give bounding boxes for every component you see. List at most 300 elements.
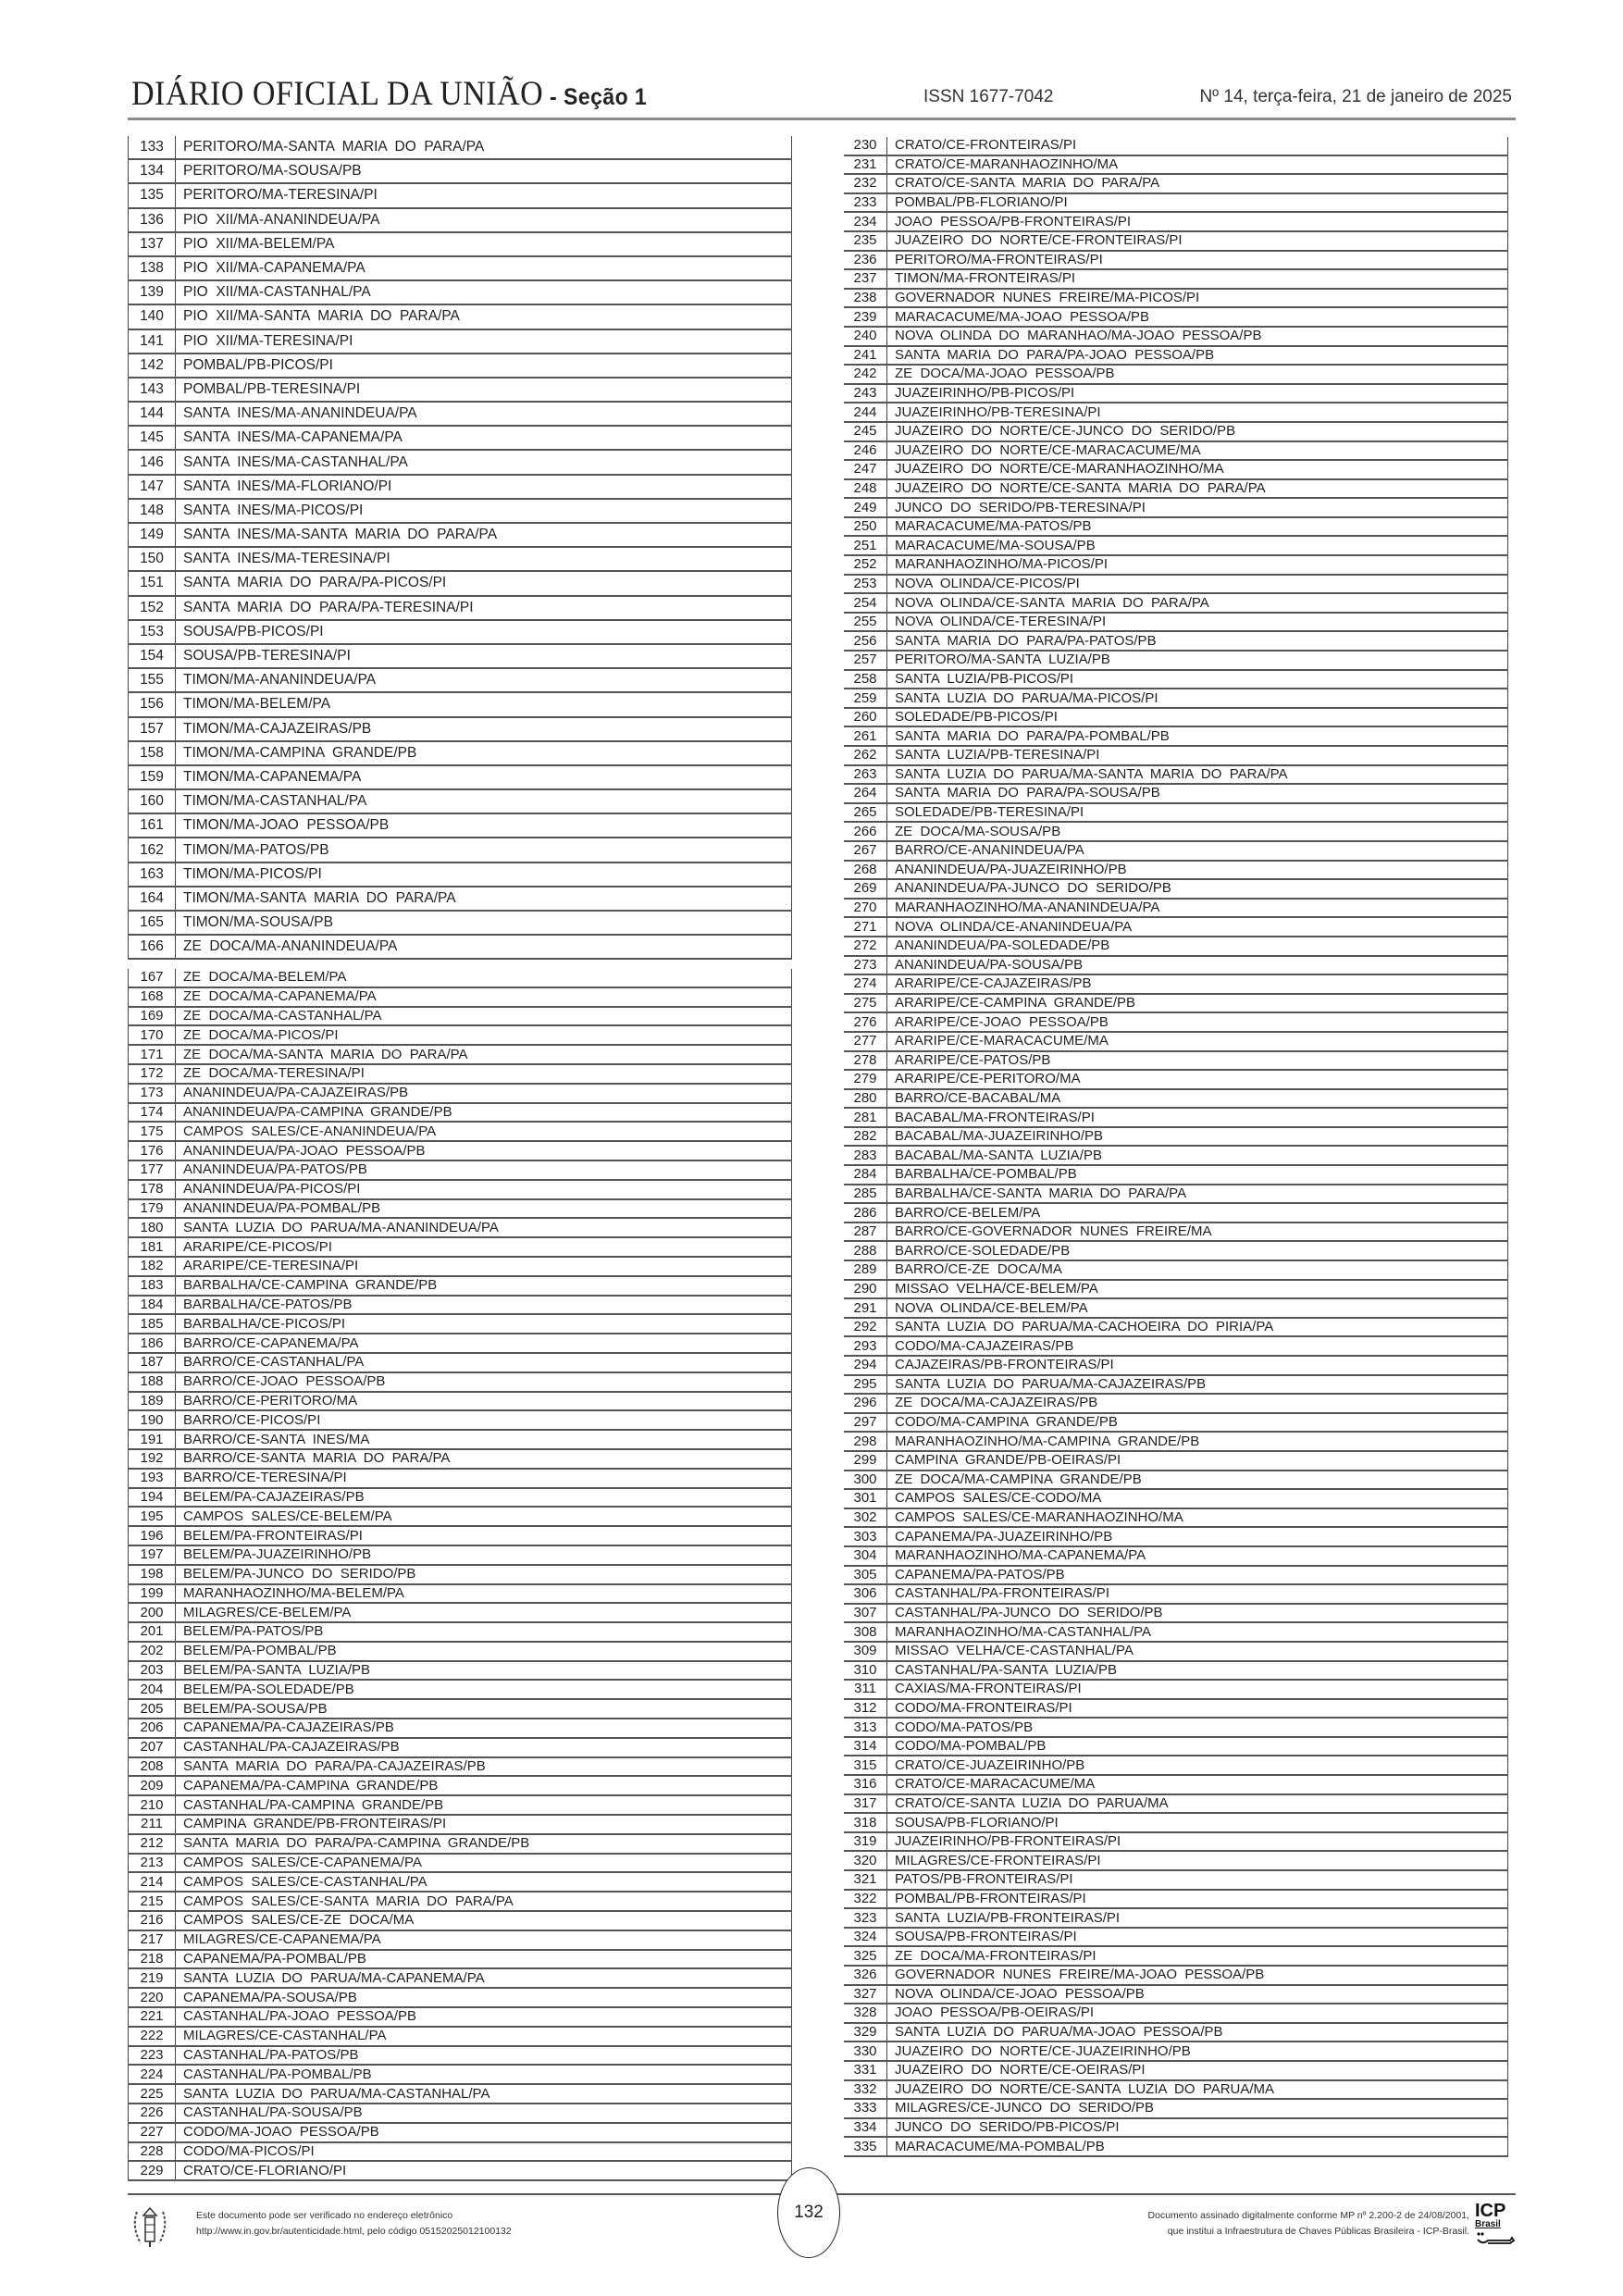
table-row (844, 1127, 1508, 1147)
table-row (129, 987, 792, 1007)
row-number: 145 (129, 426, 176, 450)
table-row (844, 231, 1508, 251)
row-number: 283 (844, 1146, 887, 1165)
table-row (129, 2065, 792, 2084)
table-row (844, 403, 1508, 422)
route-name: MARANHAOZINHO/MA-ANANINDEUA/PA (887, 899, 1508, 918)
route-name: SANTA LUZIA DO PARUA/MA-CACHOEIRA DO PIRIA/PA (887, 1318, 1508, 1337)
row-number: 135 (129, 183, 176, 207)
route-name: BELEM/PA-FRONTEIRAS/PI (176, 1526, 792, 1545)
row-number: 215 (129, 1892, 176, 1911)
route-name: SANTA MARIA DO PARA/PA-CAMPINA GRANDE/PB (176, 1834, 792, 1854)
table-row (844, 1908, 1508, 1928)
table-row (129, 1815, 792, 1834)
row-number: 152 (129, 596, 176, 620)
route-name: MARANHAOZINHO/MA-BELEM/PA (176, 1584, 792, 1604)
table-row (129, 935, 792, 959)
route-name: CAPANEMA/PA-JUAZEIRINHO/PB (887, 1527, 1508, 1546)
route-name: NOVA OLINDA/CE-JOAO PESSOA/PB (887, 1985, 1508, 2004)
row-number: 164 (129, 887, 176, 911)
table-row (129, 475, 792, 499)
row-number: 320 (844, 1851, 887, 1870)
table-row (844, 1165, 1508, 1185)
route-name: ARARIPE/CE-MARACACUME/MA (887, 1032, 1508, 1051)
route-name: POMBAL/PB-FRONTEIRAS/PI (887, 1890, 1508, 1909)
icp-brasil-logo (1475, 2203, 1516, 2251)
route-name: MARANHAOZINHO/MA-CAPANEMA/PA (887, 1546, 1508, 1566)
table-row (129, 499, 792, 523)
row-number: 144 (129, 402, 176, 426)
row-number: 285 (844, 1185, 887, 1204)
table-row (129, 1795, 792, 1815)
table-row (844, 861, 1508, 880)
table-row (129, 1950, 792, 1969)
route-name: JOAO PESSOA/PB-OEIRAS/PI (887, 2004, 1508, 2023)
table-row (844, 879, 1508, 899)
table-row (129, 2046, 792, 2066)
table-row (844, 1108, 1508, 1127)
route-name: TIMON/MA-PATOS/PB (176, 838, 792, 862)
row-number: 293 (844, 1336, 887, 1356)
table-row (129, 1103, 792, 1123)
route-name: ZE DOCA/MA-ANANINDEUA/PA (176, 935, 792, 959)
table-row (129, 450, 792, 474)
table-row (844, 1508, 1508, 1528)
route-name: ANANINDEUA/PA-PICOS/PI (176, 1180, 792, 1199)
route-name: CASTANHAL/PA-PATOS/PB (176, 2046, 792, 2066)
row-number: 200 (129, 1603, 176, 1622)
row-number: 191 (129, 1430, 176, 1449)
row-number: 246 (844, 441, 887, 461)
table-row (129, 1180, 792, 1199)
table-row (844, 1946, 1508, 1966)
row-number: 315 (844, 1756, 887, 1775)
row-number: 301 (844, 1489, 887, 1508)
table-row (129, 1776, 792, 1795)
route-name: BARRO/CE-JOAO PESSOA/PB (176, 1372, 792, 1392)
route-name: BARRO/CE-PICOS/PI (176, 1410, 792, 1430)
row-number: 280 (844, 1089, 887, 1109)
page-number-text: 132 (794, 2203, 824, 2222)
row-number: 307 (844, 1604, 887, 1623)
table-row (844, 1336, 1508, 1356)
row-number: 308 (844, 1622, 887, 1642)
row-number: 220 (129, 1988, 176, 2007)
table-row (844, 327, 1508, 346)
route-name: SANTA LUZIA DO PARUA/MA-PICOS/PI (887, 689, 1508, 708)
row-number: 163 (129, 863, 176, 887)
route-name: CASTANHAL/PA-SANTA LUZIA/PB (887, 1661, 1508, 1681)
table-row (844, 1699, 1508, 1719)
route-name: GOVERNADOR NUNES FREIRE/MA-PICOS/PI (887, 289, 1508, 308)
route-name: PERITORO/MA-FRONTEIRAS/PI (887, 251, 1508, 270)
table-row (129, 1122, 792, 1141)
row-number: 166 (129, 935, 176, 959)
route-name: ARARIPE/CE-TERESINA/PI (176, 1257, 792, 1276)
route-name: CRATO/CE-MARACACUME/MA (887, 1775, 1508, 1794)
table-row (129, 378, 792, 402)
route-name: CODO/MA-CAMPINA GRANDE/PB (887, 1413, 1508, 1433)
route-name: MISSAO VELHA/CE-BELEM/PA (887, 1280, 1508, 1299)
table-row (844, 899, 1508, 918)
row-number: 151 (129, 571, 176, 595)
table-row (129, 838, 792, 862)
row-number: 199 (129, 1584, 176, 1604)
row-number: 159 (129, 765, 176, 789)
table-row (844, 1813, 1508, 1832)
route-name: JUAZEIRINHO/PB-FRONTEIRAS/PI (887, 1832, 1508, 1852)
row-number: 173 (129, 1084, 176, 1103)
publication-title (131, 74, 647, 114)
route-name: MARACACUME/MA-POMBAL/PB (887, 2137, 1508, 2156)
table-row (844, 1375, 1508, 1395)
route-name: JUNCO DO SERIDO/PB-PICOS/PI (887, 2118, 1508, 2138)
row-number: 256 (844, 631, 887, 651)
row-number: 329 (844, 2023, 887, 2042)
route-name: SANTA LUZIA/PB-TERESINA/PI (887, 746, 1508, 765)
table-row (844, 1298, 1508, 1318)
row-number: 203 (129, 1661, 176, 1681)
row-number: 172 (129, 1064, 176, 1084)
row-number: 223 (129, 2046, 176, 2066)
table-row (129, 1565, 792, 1584)
table-row (129, 1410, 792, 1430)
row-number: 148 (129, 499, 176, 523)
row-number: 204 (129, 1680, 176, 1699)
table-row (129, 329, 792, 354)
table-row (129, 1372, 792, 1392)
route-name: BARRO/CE-BACABAL/MA (887, 1089, 1508, 1109)
row-number: 274 (844, 974, 887, 994)
route-name: MISSAO VELHA/CE-CASTANHAL/PA (887, 1642, 1508, 1661)
table-row (844, 212, 1508, 231)
row-number: 334 (844, 2118, 887, 2138)
row-number: 297 (844, 1413, 887, 1433)
table-row (129, 2084, 792, 2104)
table-row (844, 441, 1508, 461)
table-row (844, 746, 1508, 765)
route-name: SANTA INES/MA-CAPANEMA/PA (176, 426, 792, 450)
table-row (844, 670, 1508, 689)
table-row (844, 974, 1508, 994)
row-number: 188 (129, 1372, 176, 1392)
route-name: CAPANEMA/PA-PATOS/PB (887, 1566, 1508, 1585)
table-row (844, 517, 1508, 537)
table-row (129, 717, 792, 741)
table-row (844, 1870, 1508, 1890)
table-row (129, 692, 792, 716)
row-number: 229 (129, 2161, 176, 2180)
row-number: 251 (844, 536, 887, 555)
table-row (129, 620, 792, 644)
row-number: 150 (129, 547, 176, 571)
table-row (844, 307, 1508, 327)
row-number: 165 (129, 911, 176, 935)
table-row (129, 304, 792, 329)
table-row (844, 651, 1508, 670)
route-name: SANTA MARIA DO PARA/PA-JOAO PESSOA/PB (887, 346, 1508, 366)
route-name: ARARIPE/CE-PERITORO/MA (887, 1070, 1508, 1089)
route-name: SANTA LUZIA DO PARUA/MA-CASTANHAL/PA (176, 2084, 792, 2104)
row-number: 261 (844, 726, 887, 746)
table-row (844, 365, 1508, 384)
route-name: JUAZEIRO DO NORTE/CE-MARANHAOZINHO/MA (887, 460, 1508, 479)
row-number: 192 (129, 1449, 176, 1469)
table-row (129, 1854, 792, 1873)
table-row (844, 1604, 1508, 1623)
row-number: 231 (844, 155, 887, 175)
row-number: 180 (129, 1218, 176, 1237)
table-row (844, 631, 1508, 651)
row-number: 267 (844, 841, 887, 861)
route-name: CAMPINA GRANDE/PB-FRONTEIRAS/PI (176, 1815, 792, 1834)
row-number: 219 (129, 1968, 176, 1988)
row-number: 262 (844, 746, 887, 765)
row-number: 156 (129, 692, 176, 716)
table-row (129, 1968, 792, 1988)
table-row (844, 1642, 1508, 1661)
table-row (844, 937, 1508, 956)
row-number: 303 (844, 1527, 887, 1546)
row-number: 158 (129, 741, 176, 765)
table-row (844, 2004, 1508, 2023)
row-number: 247 (844, 460, 887, 479)
route-name: SANTA LUZIA DO PARUA/MA-SANTA MARIA DO PARA/PA (887, 765, 1508, 785)
row-number: 186 (129, 1334, 176, 1353)
route-name: NOVA OLINDA/CE-BELEM/PA (887, 1298, 1508, 1318)
table-row (844, 1222, 1508, 1242)
table-row (129, 1584, 792, 1604)
table-row (844, 174, 1508, 193)
table-row (844, 1394, 1508, 1413)
table-row (844, 784, 1508, 803)
table-row (129, 596, 792, 620)
route-name: ANANINDEUA/PA-JUAZEIRINHO/PB (887, 861, 1508, 880)
row-number: 236 (844, 251, 887, 270)
table-row (844, 726, 1508, 746)
verification-line-2[interactable]: http://www.in.gov.br/autenticidade.html, pelo código 05152025012100132 (196, 2226, 512, 2237)
route-name: ARARIPE/CE-CAJAZEIRAS/PB (887, 974, 1508, 994)
row-number: 190 (129, 1410, 176, 1430)
row-number: 322 (844, 1890, 887, 1909)
route-name: CODO/MA-JOAO PESSOA/PB (176, 2123, 792, 2142)
row-number: 194 (129, 1488, 176, 1508)
table-row (129, 183, 792, 207)
row-number: 275 (844, 994, 887, 1013)
row-number: 198 (129, 1565, 176, 1584)
row-number: 328 (844, 2004, 887, 2023)
route-name: ZE DOCA/MA-CASTANHAL/PA (176, 1007, 792, 1026)
route-name: MARANHAOZINHO/MA-CAMPINA GRANDE/PB (887, 1432, 1508, 1451)
route-name: ANANINDEUA/PA-JUNCO DO SERIDO/PB (887, 879, 1508, 899)
table-row (844, 822, 1508, 841)
route-name: CRATO/CE-FRONTEIRAS/PI (887, 137, 1508, 155)
route-name: JUAZEIRO DO NORTE/CE-MARACACUME/MA (887, 441, 1508, 461)
table-row (129, 1218, 792, 1237)
icp-logo-text: ICP (1475, 2201, 1506, 2221)
row-number: 209 (129, 1776, 176, 1795)
table-row (129, 644, 792, 668)
row-number: 268 (844, 861, 887, 880)
row-number: 292 (844, 1318, 887, 1337)
route-name: CASTANHAL/PA-SOUSA/PB (176, 2104, 792, 2123)
title-text: DIÁRIO OFICIAL DA UNIÃO (131, 75, 544, 113)
verification-line-1: Este documento pode ser verificado no endereço eletrônico (196, 2210, 453, 2221)
table-row (844, 1280, 1508, 1299)
route-name: PERITORO/MA-SANTA LUZIA/PB (887, 651, 1508, 670)
table-row (844, 708, 1508, 727)
route-name: TIMON/MA-ANANINDEUA/PA (176, 668, 792, 692)
row-number: 181 (129, 1237, 176, 1257)
route-name: ZE DOCA/MA-PICOS/PI (176, 1025, 792, 1045)
table-row (129, 1045, 792, 1064)
row-number: 213 (129, 1854, 176, 1873)
row-number: 249 (844, 498, 887, 517)
row-number: 279 (844, 1070, 887, 1089)
row-number: 176 (129, 1141, 176, 1160)
row-number: 298 (844, 1432, 887, 1451)
row-number: 169 (129, 1007, 176, 1026)
row-number: 211 (129, 1815, 176, 1834)
route-name: CODO/MA-POMBAL/PB (887, 1737, 1508, 1756)
row-number: 141 (129, 329, 176, 354)
route-name: CAPANEMA/PA-POMBAL/PB (176, 1950, 792, 1969)
row-number: 281 (844, 1108, 887, 1127)
table-row (129, 1680, 792, 1699)
row-number: 208 (129, 1757, 176, 1777)
route-name: SANTA LUZIA/PB-FRONTEIRAS/PI (887, 1908, 1508, 1928)
row-number: 202 (129, 1642, 176, 1661)
row-number: 189 (129, 1392, 176, 1411)
row-number: 318 (844, 1813, 887, 1832)
page-header (128, 72, 1516, 118)
row-number: 221 (129, 2007, 176, 2027)
row-number: 227 (129, 2123, 176, 2142)
table-row (129, 1237, 792, 1257)
row-number: 240 (844, 327, 887, 346)
row-number: 241 (844, 346, 887, 366)
row-number: 228 (129, 2142, 176, 2162)
route-name: ANANINDEUA/PA-POMBAL/PB (176, 1199, 792, 1219)
row-number: 138 (129, 256, 176, 280)
table-row (129, 354, 792, 378)
row-number: 311 (844, 1680, 887, 1699)
route-name: SANTA INES/MA-CASTANHAL/PA (176, 450, 792, 474)
row-number: 314 (844, 1737, 887, 1756)
table-row (129, 1738, 792, 1757)
table-row (844, 269, 1508, 289)
table-row (129, 813, 792, 838)
page-number (777, 2167, 840, 2258)
route-name: PIO XII/MA-BELEM/PA (176, 232, 792, 256)
row-number: 259 (844, 689, 887, 708)
route-name: MILAGRES/CE-FRONTEIRAS/PI (887, 1851, 1508, 1870)
row-number: 230 (844, 137, 887, 155)
route-name: BELEM/PA-SOUSA/PB (176, 1699, 792, 1719)
row-number: 154 (129, 644, 176, 668)
table-row (129, 280, 792, 304)
table-row (844, 2099, 1508, 2118)
route-name: CAMPOS SALES/CE-CAPANEMA/PA (176, 1854, 792, 1873)
route-name: ZE DOCA/MA-CAPANEMA/PA (176, 987, 792, 1007)
route-name: SANTA LUZIA DO PARUA/MA-JOAO PESSOA/PB (887, 2023, 1508, 2042)
table-row (844, 1851, 1508, 1870)
route-name: PERITORO/MA-TERESINA/PI (176, 183, 792, 207)
table-row (129, 523, 792, 547)
row-number: 149 (129, 523, 176, 547)
route-name: MILAGRES/CE-CASTANHAL/PA (176, 2027, 792, 2046)
route-name: JUNCO DO SERIDO/PB-TERESINA/PI (887, 498, 1508, 517)
table-row (844, 1413, 1508, 1433)
route-name: ZE DOCA/MA-CAJAZEIRAS/PB (887, 1394, 1508, 1413)
row-number: 193 (129, 1469, 176, 1488)
route-name: TIMON/MA-BELEM/PA (176, 692, 792, 716)
route-name: CASTANHAL/PA-FRONTEIRAS/PI (887, 1584, 1508, 1604)
route-name: SANTA MARIA DO PARA/PA-TERESINA/PI (176, 596, 792, 620)
row-number: 317 (844, 1794, 887, 1814)
route-name: CASTANHAL/PA-CAMPINA GRANDE/PB (176, 1795, 792, 1815)
table-row (844, 593, 1508, 613)
row-number: 139 (129, 280, 176, 304)
table-row (844, 346, 1508, 366)
table-row (129, 2007, 792, 2027)
table-row (129, 1141, 792, 1160)
row-number: 310 (844, 1661, 887, 1681)
route-name: BARRO/CE-GOVERNADOR NUNES FREIRE/MA (887, 1222, 1508, 1242)
route-name: TIMON/MA-CASTANHAL/PA (176, 789, 792, 813)
row-number: 232 (844, 174, 887, 193)
table-row (129, 1699, 792, 1719)
route-name: JUAZEIRINHO/PB-PICOS/PI (887, 384, 1508, 403)
table-row (844, 1737, 1508, 1756)
table-row (844, 137, 1508, 155)
row-number: 278 (844, 1051, 887, 1071)
route-name: JUAZEIRO DO NORTE/CE-JUAZEIRINHO/PB (887, 2042, 1508, 2061)
row-number: 136 (129, 208, 176, 232)
table-row (844, 956, 1508, 975)
row-number: 252 (844, 555, 887, 575)
row-number: 201 (129, 1622, 176, 1642)
table-row (844, 2137, 1508, 2156)
table-row (844, 2118, 1508, 2138)
row-number: 260 (844, 708, 887, 727)
route-name: NOVA OLINDA/CE-PICOS/PI (887, 575, 1508, 594)
route-name: NOVA OLINDA/CE-TERESINA/PI (887, 613, 1508, 632)
route-name: CRATO/CE-SANTA LUZIA DO PARUA/MA (887, 1794, 1508, 1814)
table-row (129, 1930, 792, 1950)
route-name: BARRO/CE-BELEM/PA (887, 1203, 1508, 1222)
route-name: SOLEDADE/PB-PICOS/PI (887, 708, 1508, 727)
route-name: PERITORO/MA-SOUSA/PB (176, 159, 792, 183)
table-row (844, 1890, 1508, 1909)
route-name: ANANINDEUA/PA-JOAO PESSOA/PB (176, 1141, 792, 1160)
table-row (129, 547, 792, 571)
row-number: 245 (844, 422, 887, 441)
row-number: 325 (844, 1946, 887, 1966)
table-row (129, 1449, 792, 1469)
table-row (129, 1526, 792, 1545)
table-row (844, 1489, 1508, 1508)
route-name: MARANHAOZINHO/MA-PICOS/PI (887, 555, 1508, 575)
table-row (844, 613, 1508, 632)
table-row (844, 193, 1508, 213)
route-name: NOVA OLINDA/CE-ANANINDEUA/PA (887, 917, 1508, 937)
table-row (844, 2042, 1508, 2061)
route-name: PIO XII/MA-CAPANEMA/PA (176, 256, 792, 280)
table-row (129, 1507, 792, 1526)
route-name: SANTA MARIA DO PARA/PA-PICOS/PI (176, 571, 792, 595)
route-name: BELEM/PA-SANTA LUZIA/PB (176, 1661, 792, 1681)
